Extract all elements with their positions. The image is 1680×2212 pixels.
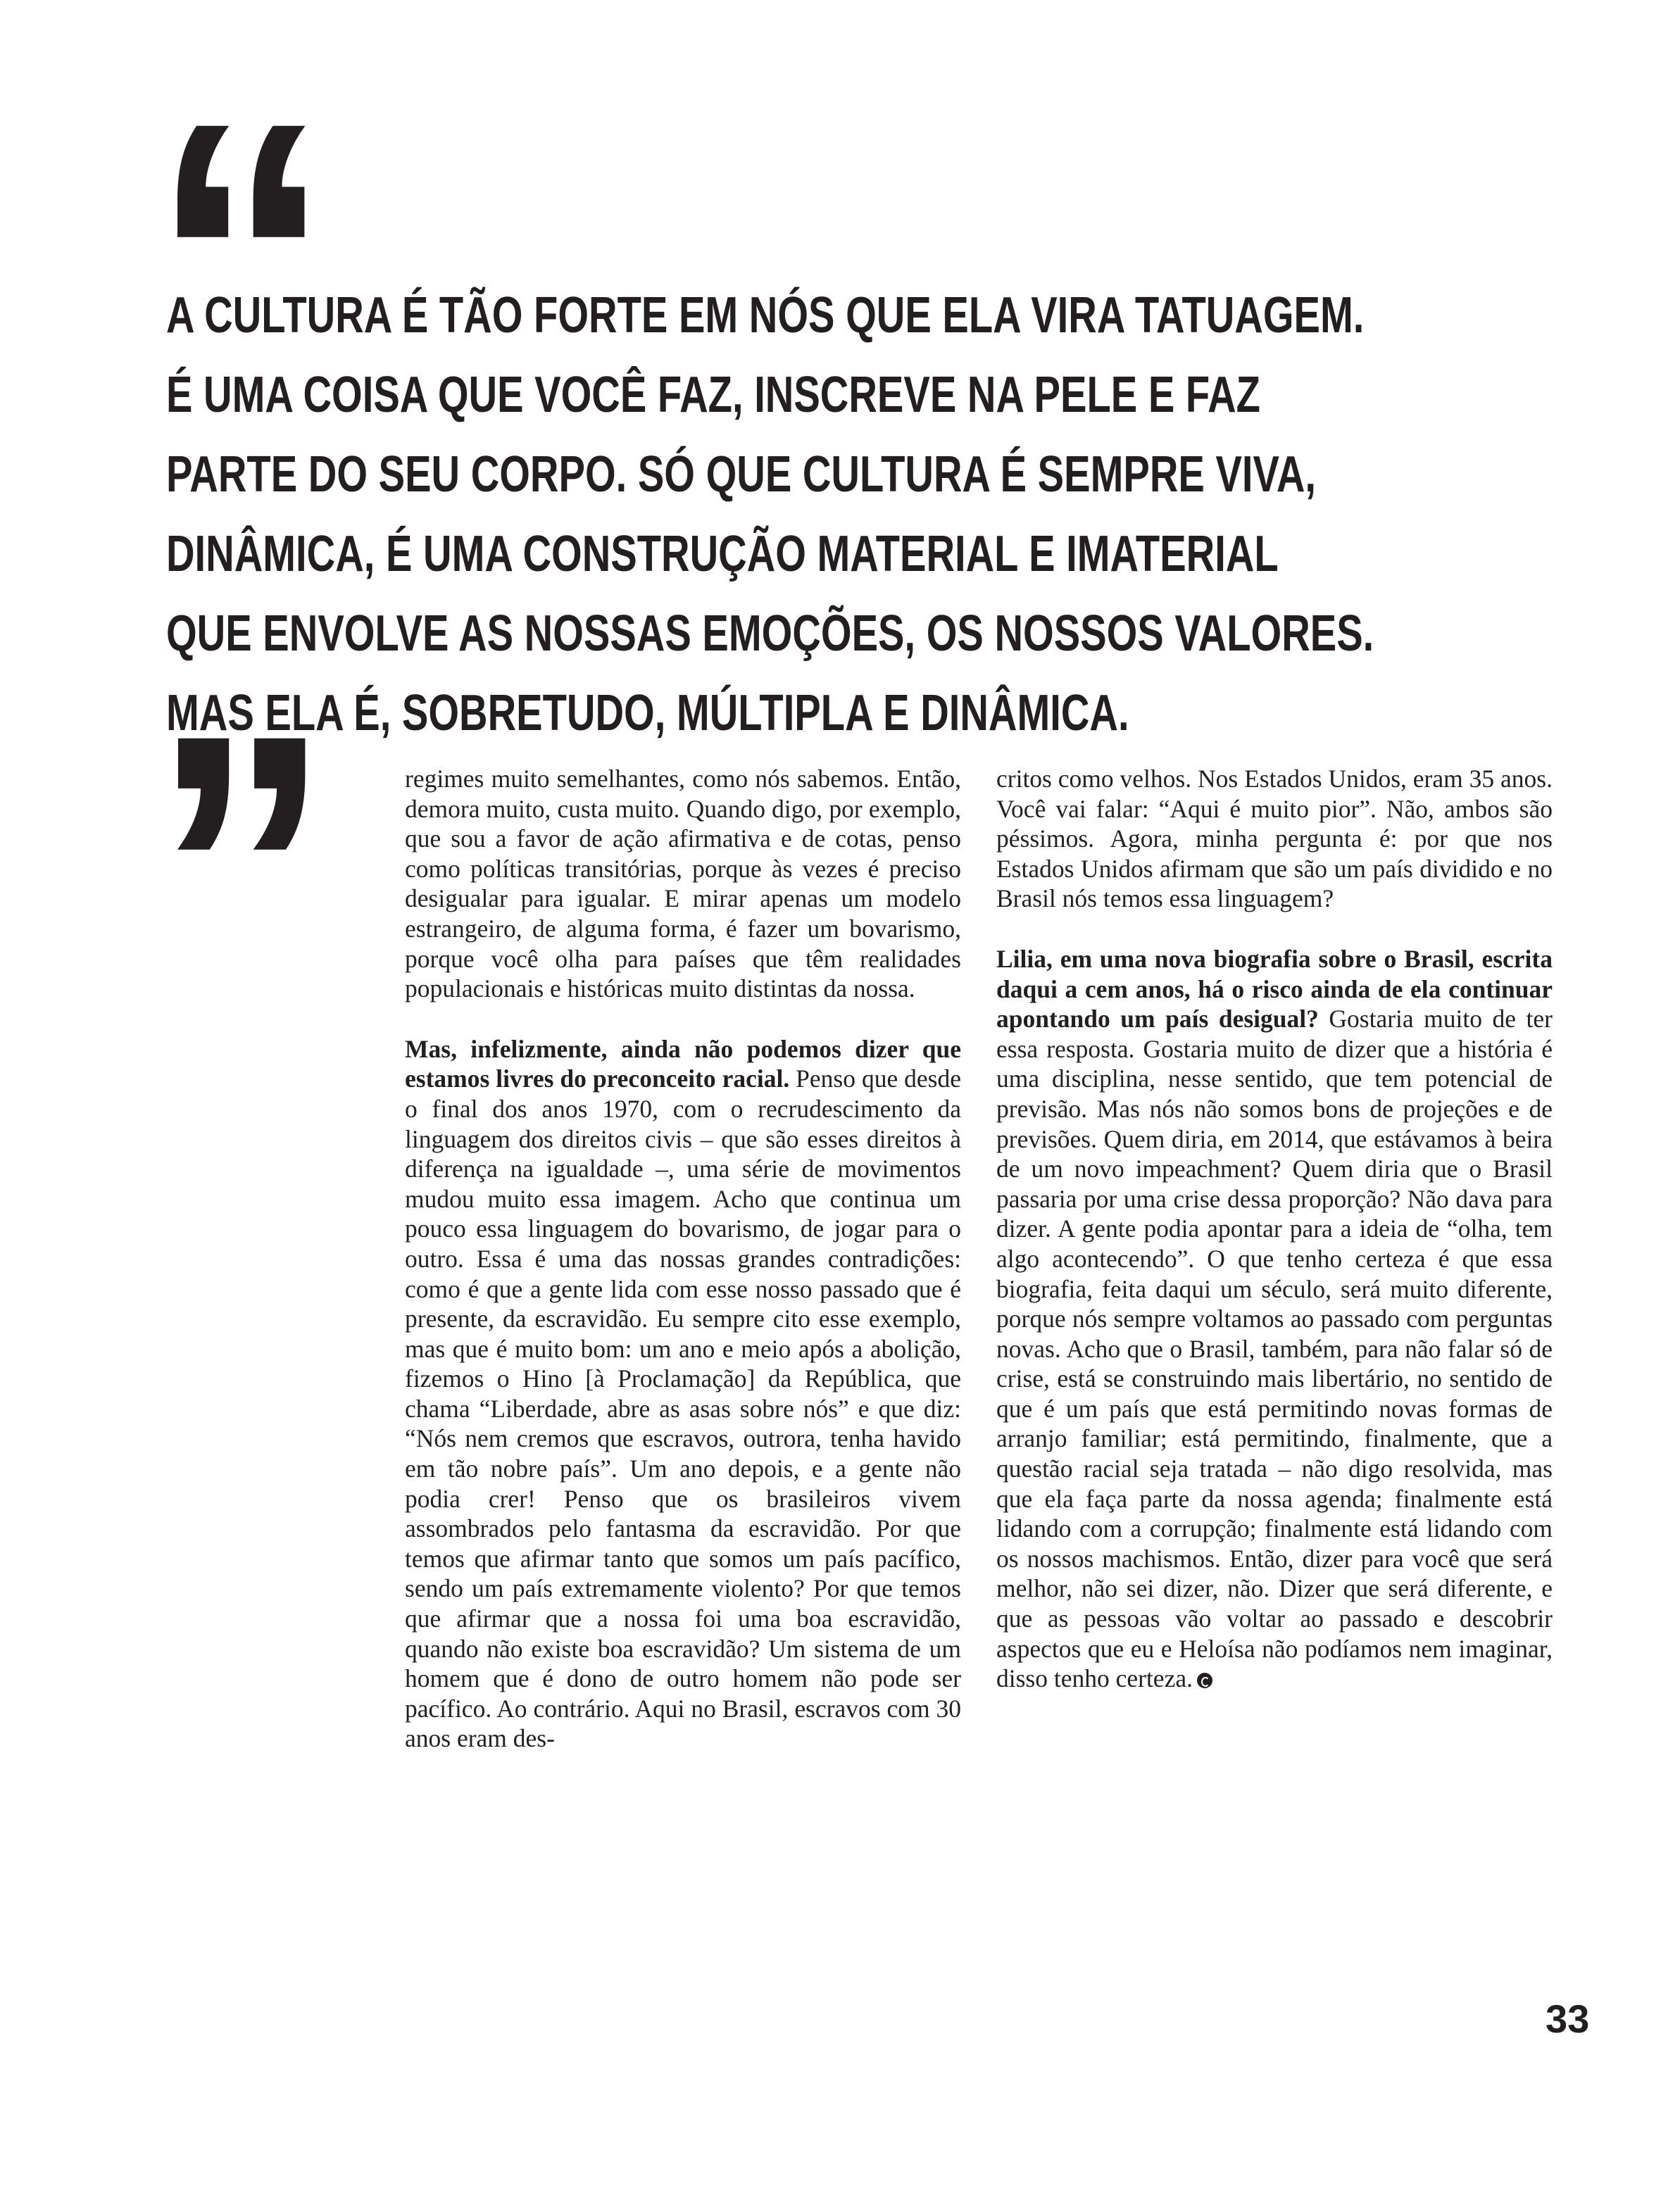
page-number: 33 (1546, 1997, 1590, 2041)
interview-answer: Gostaria muito de ter essa resposta. Gostaria muito de dizer que a história é uma disciplina, nesse sentido, que tem potencial de previsão. Mas nós não somos bons de projeções e de previsões. Quem diria, em 2014, que estávamos à beira de um novo impeachment? Quem diria que o Brasil passaria por uma crise dessa proporção? Não dava para dizer. A gente podia apontar para a ideia de “olha, tem algo acontecendo”. O que tenho certeza é que essa biografia, feita daqui um século, será muito diferente, porque nós sempre voltamos ao passado com perguntas novas. Acho que o Brasil, também, para não falar só de crise, está se construindo mais libertário, no sentido de que é um país que está permitindo novas formas de arranjo familiar; está permitindo, finalmente, que a questão racial seja tratada – não digo resolvida, mas que ela faça parte da nossa agenda; finalmente está lidando com a corrupção; finalmente está lidando com os nossos machismos. Então, dizer para você que será melhor, não sei dizer, não. Dizer que será diferente, e que as pessoas vão voltar ao passado e descobrir aspectos que eu e Heloísa não podíamos nem imaginar, disso tenho certeza. (996, 1005, 1553, 1693)
paragraph: critos como velhos. Nos Estados Unidos, eram 35 anos. Você vai falar: “Aqui é muito pior”. Não, ambos são péssimos. Agora, minha pergunta é: por que nos Estados Unidos afirmam que são um país dividido e no Brasil nós temos essa linguagem? (996, 765, 1553, 913)
end-of-article-icon (1197, 1673, 1212, 1688)
paragraph (405, 1034, 961, 1754)
left-text-column (405, 764, 961, 1754)
pull-quote (166, 276, 1374, 753)
pull-quote-line: QUE ENVOLVE AS NOSSAS EMOÇÕES, OS NOSSOS VALORES. (166, 605, 1374, 662)
open-quote-mark: “ (151, 40, 306, 481)
pull-quote-line: MAS ELA É, SOBRETUDO, MÚLTIPLA E DINÂMICA. (166, 685, 1129, 741)
pull-quote-line: PARTE DO SEU CORPO. SÓ QUE CULTURA É SEMPRE VIVA, (166, 446, 1316, 503)
interview-answer: Penso que desde o final dos anos 1970, com o recrudescimento da linguagem dos direitos civis – que são esses direitos à diferença na igualdade –, uma série de movimentos mudou muito essa imagem. Acho que continua um pouco essa linguagem do bovarismo, de jogar para o outro. Essa é uma das nossas grandes contradições: como é que a gente lida com esse nosso passado que é presente, da escravidão. Eu sempre cito esse exemplo, mas que é muito bom: um ano e meio após a abolição, fizemos o Hino [à Proclamação] da República, que chama “Liberdade, abre as asas sobre nós” e que diz: “Nós nem cremos que escravos, outrora, tenha havido em tão nobre país”. Um ano depois, e a gente não podia crer! Penso que os brasileiros vivem assombrados pelo fantasma da escravidão. Por que temos que afirmar tanto que somos um país pacífico, sendo um país extremamente violento? Por que temos que afirmar que a nossa foi uma boa escravidão, quando não existe boa escravidão? Um sistema de um homem que é dono de outro homem não pode ser pacífico. Ao contrário. Aqui no Brasil, escravos com 30 anos eram des- (405, 1064, 961, 1753)
paragraph: regimes muito semelhantes, como nós sabemos. Então, demora muito, custa muito. Quando digo, por exemplo, que sou a favor de ação afirmativa e de cotas, penso como políticas transitórias, porque às vezes é preciso desigualar para igualar. E mirar apenas um modelo estrangeiro, de alguma forma, é fazer um bovarismo, porque você olha para países que têm realidades populacionais e históricas muito distintas da nossa. (405, 765, 961, 1003)
pull-quote-line: É UMA COISA QUE VOCÊ FAZ, INSCREVE NA PELE E FAZ (166, 367, 1260, 423)
pull-quote-line: DINÂMICA, É UMA CONSTRUÇÃO MATERIAL E IMATERIAL (166, 526, 1279, 582)
interview-question: Lilia, em uma nova biografia sobre o Brasil, escrita daqui a cem anos, há o risco ainda de ela continuar apontando um país desigual? (996, 944, 1553, 1033)
right-text-column (996, 764, 1553, 1694)
pull-quote-line: A CULTURA É TÃO FORTE EM NÓS QUE ELA VIRA TATUAGEM. (166, 287, 1365, 344)
paragraph (996, 944, 1553, 1694)
interview-question: Mas, infelizmente, ainda não podemos dizer que estamos livres do preconceito racial. (405, 1034, 961, 1093)
close-quote-mark: ” (151, 653, 306, 1093)
